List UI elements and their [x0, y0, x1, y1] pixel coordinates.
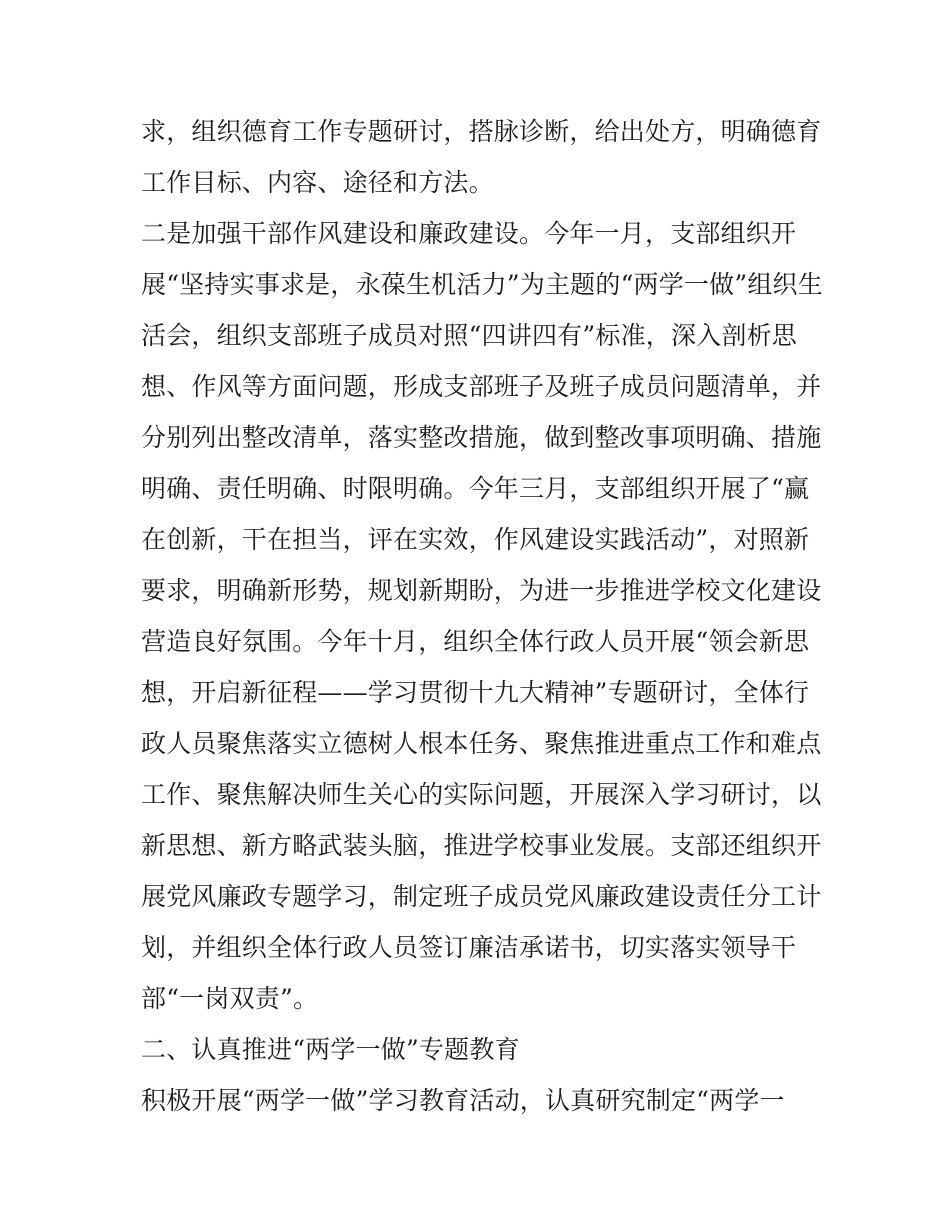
text-line: 营造良好氛围。今年十月，组织全体行政人员开展“领会新思	[141, 627, 810, 656]
text-line: 工作目标、内容、途径和方法。	[141, 168, 494, 197]
text-line: 展党风廉政专题学习，制定班子成员党风廉政建设责任分工计	[141, 882, 822, 911]
text-line: 展“坚持实事求是，永葆生机活力”为主题的“两学一做”组织生	[141, 270, 823, 299]
text-line: 要求，明确新形势，规划新期盼，为进一步推进学校文化建设	[141, 576, 822, 605]
text-line: 在创新，干在担当，评在实效，作风建设实践活动”，对照新	[141, 525, 810, 554]
text-line: 政人员聚焦落实立德树人根本任务、聚焦推进重点工作和难点	[141, 729, 822, 758]
text-line: 划，并组织全体行政人员签订廉洁承诺书，切实落实领导干	[141, 933, 797, 962]
text-line: 明确、责任明确、时限明确。今年三月，支部组织开展了“赢	[141, 474, 810, 503]
text-line: 积极开展“两学一做”学习教育活动，认真研究制定“两学一	[141, 1086, 785, 1115]
text-line: 部“一岗双责”。	[141, 984, 319, 1013]
section-heading: 二、认真推进“两学一做”专题教育	[141, 1035, 520, 1064]
text-line: 求，组织德育工作专题研讨，搭脉诊断，给出处方，明确德育	[141, 117, 822, 146]
text-line: 想，开启新征程——学习贯彻十九大精神”专题研讨，全体行	[141, 678, 810, 707]
text-line: 工作、聚焦解决师生关心的实际问题，开展深入学习研讨，以	[141, 780, 822, 809]
text-line: 想、作风等方面问题，形成支部班子及班子成员问题清单，并	[141, 372, 822, 401]
text-line: 分别列出整改清单，落实整改措施，做到整改事项明确、措施	[141, 423, 822, 452]
document-body	[141, 106, 821, 1126]
text-line: 二是加强干部作风建设和廉政建设。今年一月，支部组织开	[141, 219, 797, 248]
text-line: 活会，组织支部班子成员对照“四讲四有”标准，深入剖析思	[141, 321, 797, 350]
text-line: 新思想、新方略武装头脑，推进学校事业发展。支部还组织开	[141, 831, 822, 860]
